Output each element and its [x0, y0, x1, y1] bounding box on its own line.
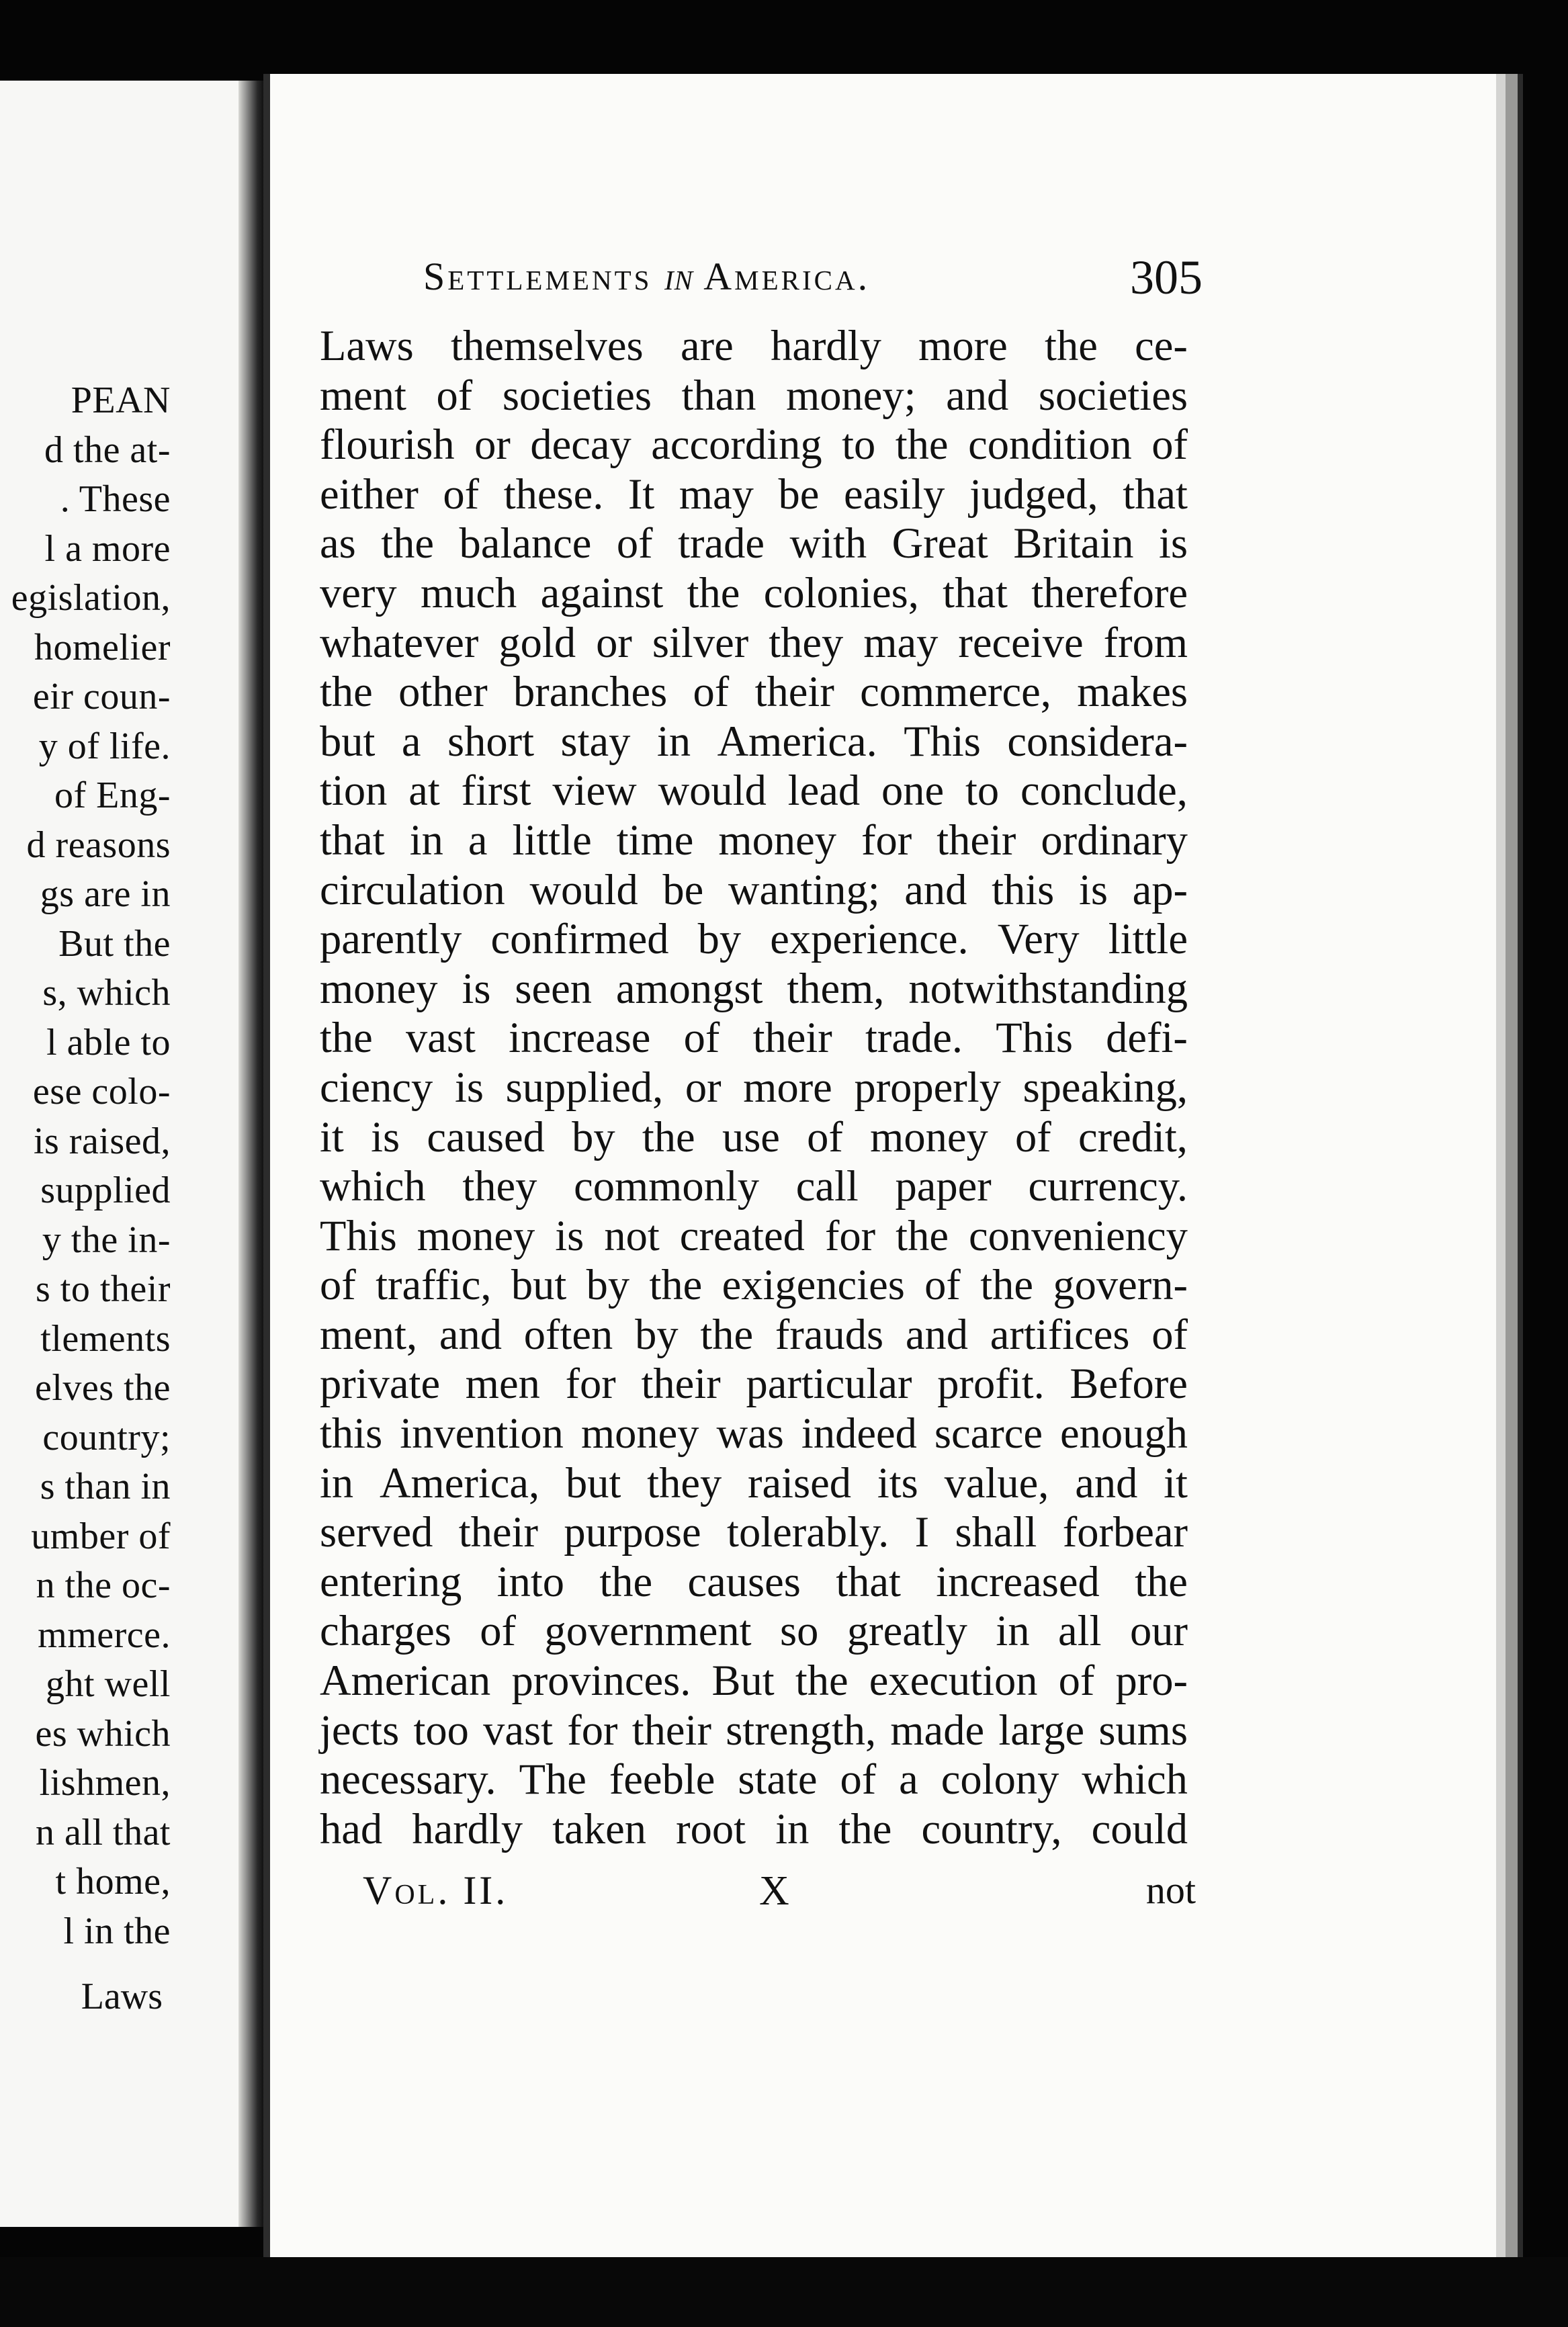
previous-page-line: . These [60, 478, 171, 520]
text-line: served their purpose tolerably. I shall forbear [320, 1508, 1188, 1556]
previous-page-line: n all that [36, 1811, 171, 1853]
text-line: circulation would be wanting; and this is ap- [320, 865, 1188, 914]
text-line: either of these. It may be easily judged, that [320, 470, 1188, 518]
previous-page-line: t home, [55, 1861, 171, 1902]
book-spine-shadow [238, 81, 265, 2227]
catchword: not [1145, 1868, 1196, 1912]
previous-page [0, 81, 250, 2227]
text-line: ment of societies than money; and societies [320, 371, 1188, 419]
previous-page-line: s than in [40, 1466, 171, 1507]
previous-page-line: l a more [44, 527, 171, 570]
previous-page-line: ght well [46, 1663, 171, 1705]
previous-page-line: y the in- [42, 1219, 171, 1261]
previous-page-line: umber of [31, 1515, 171, 1557]
text-line: ment, and often by the frauds and artifices of [320, 1310, 1188, 1358]
previous-page-line: supplied [40, 1170, 171, 1211]
previous-page-line: gs are in [40, 873, 171, 915]
text-line: as the balance of trade with Great Britain is [320, 519, 1188, 568]
text-line: charges of government so greatly in all our [320, 1607, 1188, 1655]
text-line: it is caused by the use of money of credit, [320, 1112, 1188, 1161]
text-line: tion at first view would lead one to conclude, [320, 766, 1188, 815]
text-line: of traffic, but by the exigencies of the govern- [320, 1261, 1188, 1309]
page-number: 305 [1130, 251, 1203, 304]
previous-page-line: homelier [34, 626, 171, 668]
scan-background [0, 2257, 1568, 2327]
previous-page-line: n the oc- [36, 1565, 171, 1606]
previous-page-line: tlements [40, 1317, 171, 1360]
previous-page-line: l able to [46, 1021, 171, 1063]
text-line: but a short stay in America. This considera- [320, 717, 1188, 765]
text-line: This money is not created for the conveniency [320, 1211, 1188, 1260]
text-line: very much against the colonies, that therefore [320, 568, 1188, 617]
previous-page-line: l in the [63, 1910, 171, 1952]
running-head-title: Settlements in America. [423, 255, 871, 298]
previous-page-line: of Eng- [54, 775, 171, 816]
previous-page-line: lishmen, [39, 1762, 171, 1804]
previous-page-line: eir coun- [32, 676, 171, 717]
previous-page-line: egislation, [11, 577, 171, 619]
previous-page-line: is raised, [33, 1120, 171, 1162]
running-head [423, 251, 1203, 308]
previous-page-line: elves the [35, 1367, 171, 1409]
previous-page-line: es which [35, 1712, 171, 1755]
text-line: had hardly taken root in the country, could [320, 1804, 1188, 1853]
text-line: flourish or decay according to the condition of [320, 421, 1188, 469]
body-text [320, 321, 1188, 1853]
previous-page-line: d reasons [26, 824, 171, 866]
text-line: Laws themselves are hardly more the ce- [320, 322, 1188, 369]
previous-page-line: ese colo- [32, 1071, 171, 1112]
previous-page-line: mmerce. [38, 1614, 171, 1656]
text-line: entering into the causes that increased the [320, 1557, 1188, 1606]
text-line: the other branches of their commerce, makes [320, 668, 1188, 716]
previous-page-line: country; [42, 1416, 171, 1458]
text-line: American provinces. But the execution of pro- [320, 1657, 1188, 1705]
page-gutter [263, 74, 270, 2257]
text-line: parently confirmed by experience. Very little [320, 915, 1188, 963]
previous-page-catchword: Laws [81, 1976, 163, 2017]
text-line: whatever gold or silver they may receive from [320, 618, 1188, 666]
previous-page-line: d the at- [44, 429, 171, 471]
text-line: which they commonly call paper currency. [320, 1162, 1188, 1211]
previous-page-line: PEAN [71, 380, 171, 421]
previous-page-line: But the [58, 922, 171, 965]
volume-marker: Vol. II. [363, 1868, 509, 1913]
text-line: that in a little time money for their ordinary [320, 816, 1188, 864]
text-line: this invention money was indeed scarce enough [320, 1409, 1188, 1458]
page-footer [363, 1868, 1196, 1921]
text-line: the vast increase of their trade. This defi- [320, 1014, 1188, 1062]
previous-page-line: s, which [42, 972, 171, 1014]
previous-page-line: y of life. [38, 725, 171, 767]
text-line: in America, but they raised its value, and it [320, 1458, 1188, 1507]
previous-page-text [0, 376, 171, 1956]
text-line: jects too vast for their strength, made large sums [320, 1706, 1188, 1754]
text-line: private men for their particular profit. Before [320, 1360, 1188, 1408]
text-line: money is seen amongst them, notwithstanding [320, 964, 1188, 1012]
text-line: ciency is supplied, or more properly speaking, [320, 1063, 1188, 1111]
signature-mark: X [759, 1868, 789, 1914]
text-line: necessary. The feeble state of a colony which [320, 1755, 1188, 1804]
previous-page-line: s to their [36, 1268, 171, 1310]
